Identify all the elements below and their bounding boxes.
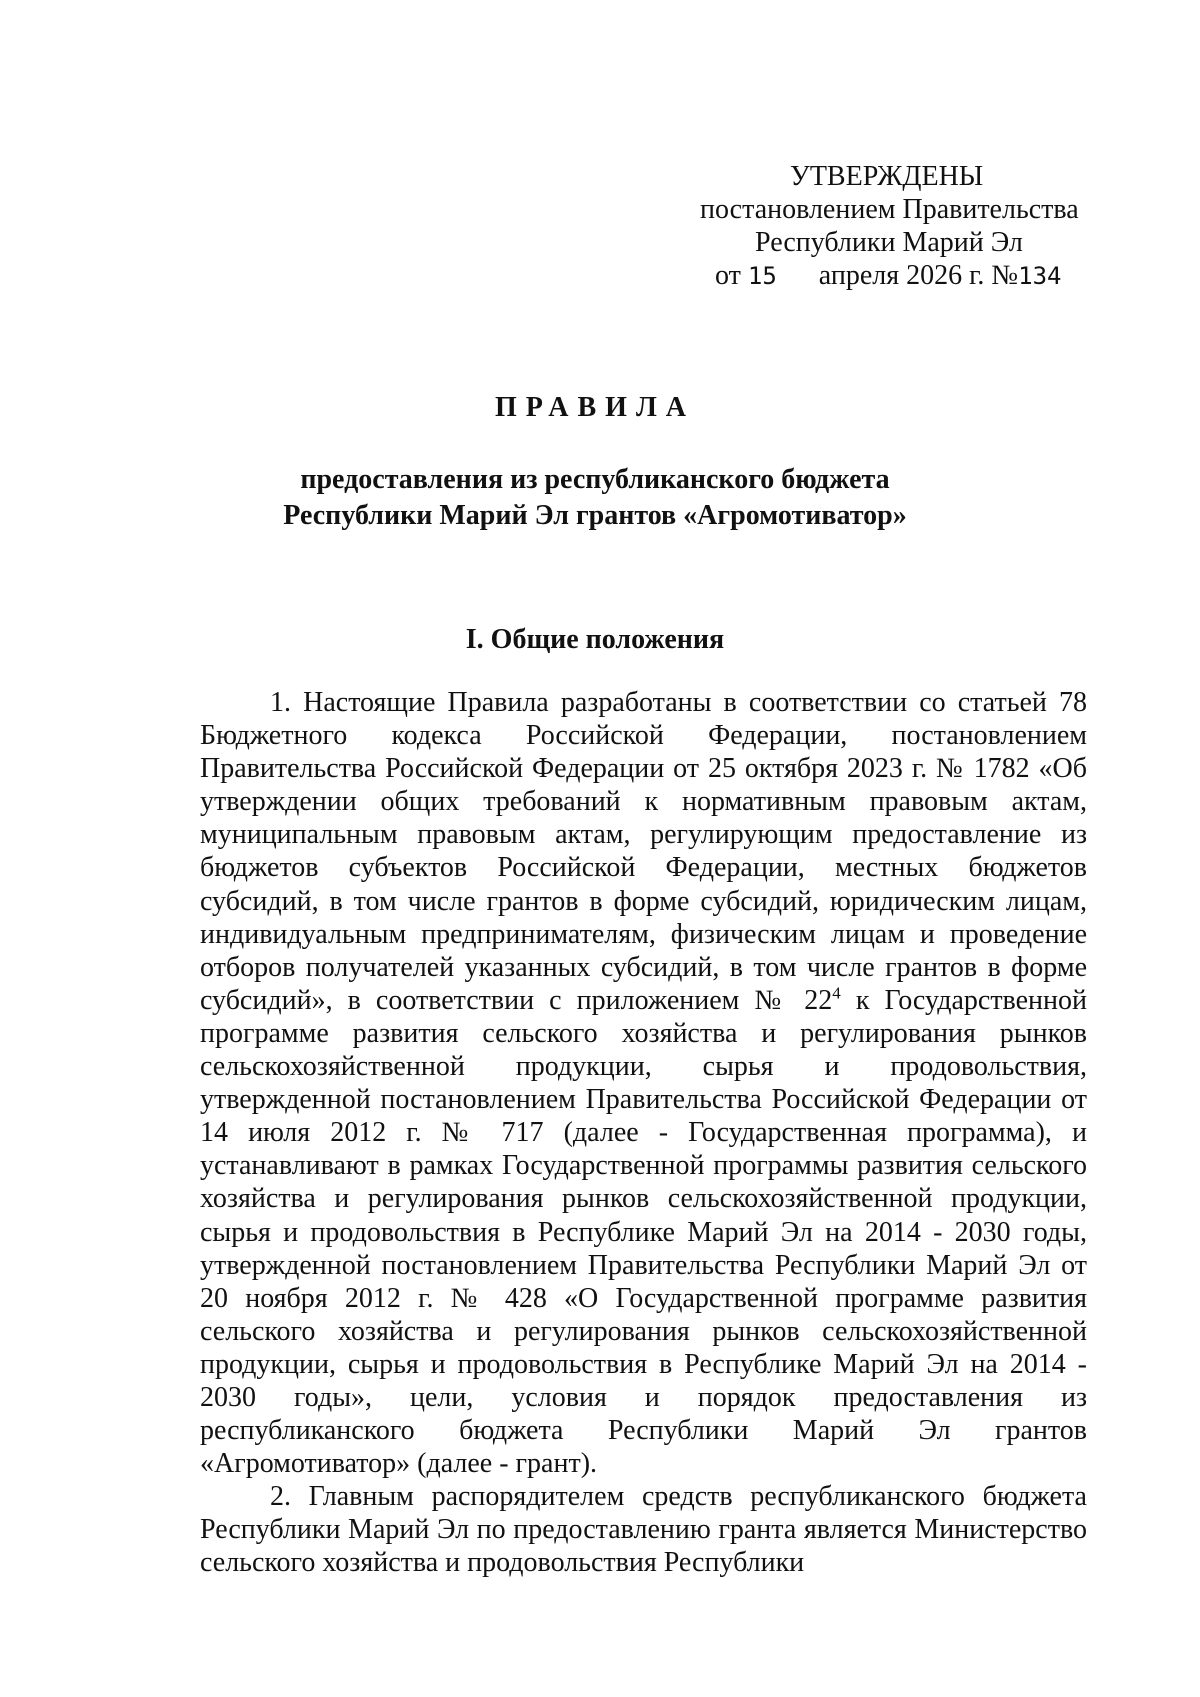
paragraph-2: 2. Главным распорядителем средств республиканского бюджета Республики Марий Эл по предоставлению гранта является Министерство сельского хозяйства и продовольствия Республики: [200, 1481, 1087, 1579]
approval-block: [700, 160, 1100, 292]
approval-heading: УТВЕРЖДЕНЫ: [790, 161, 984, 192]
subtitle-line-2: Республики Марий Эл грантов «Агромотиватор»: [283, 500, 907, 531]
approval-region: Республики Марий Эл: [755, 227, 1023, 258]
paragraph-1: [200, 686, 1087, 1480]
date-month-year: апреля 2026 г. №: [818, 260, 1019, 291]
approval-date-line: [700, 259, 1100, 292]
date-day: 15: [747, 262, 777, 290]
document-title: ПРАВИЛА: [494, 392, 696, 423]
document-number: 134: [1018, 262, 1062, 290]
document-subtitle: [0, 462, 1190, 534]
date-prefix: от: [715, 260, 741, 291]
superscript-4: 4: [832, 983, 841, 1003]
approval-authority: постановлением Правительства: [700, 194, 1079, 225]
section-heading: I. Общие положения: [465, 624, 725, 655]
paragraph-1-part-a: 1. Настоящие Правила разработаны в соответствии со статьей 78 Бюджетного кодекса Российской Федерации, постановлением Правительства Российской Федерации от 25 октября 2023 г. № 1782 «Об утверждении общих требований к нормативным правовым актам, муниципальным правовым актам, регулирующим предоставление из бюджетов субъектов Российской Федерации, местных бюджетов субсидий, в том числе грантов в форме субсидий, юридическим лицам, индивидуальным предпринимателям, физическим лицам и проведение отборов получателей указанных субсидий, в том числе грантов в форме субсидий», в соответствии с приложением № 22: [200, 687, 1087, 1016]
subtitle-line-1: предоставления из республиканского бюджета: [300, 464, 890, 495]
body-text: [200, 686, 1087, 1580]
paragraph-1-part-b: к Государственной программе развития сельского хозяйства и регулирования рынков сельскохозяйственной продукции, сырья и продовольствия, утвержденной постановлением Правительства Российской Федерации от 14 июля 2012 г. № 717 (далее - Государственная программа), и устанавливают в рамках Государственной программы развития сельского хозяйства и регулирования рынков сельскохозяйственной продукции, сырья и продовольствия в Республике Марий Эл на 2014 - 2030 годы, утвержденной постановлением Правительства Республики Марий Эл от 20 ноября 2012 г. № 428 «О Государственной программе развития сельского хозяйства и регулирования рынков сельскохозяйственной продукции, сырья и продовольствия в Республике Марий Эл на 2014 - 2030 годы», цели, условия и порядок предоставления из республиканского бюджета Республики Марий Эл грантов «Агромотиватор» (далее - грант).: [200, 984, 1087, 1480]
